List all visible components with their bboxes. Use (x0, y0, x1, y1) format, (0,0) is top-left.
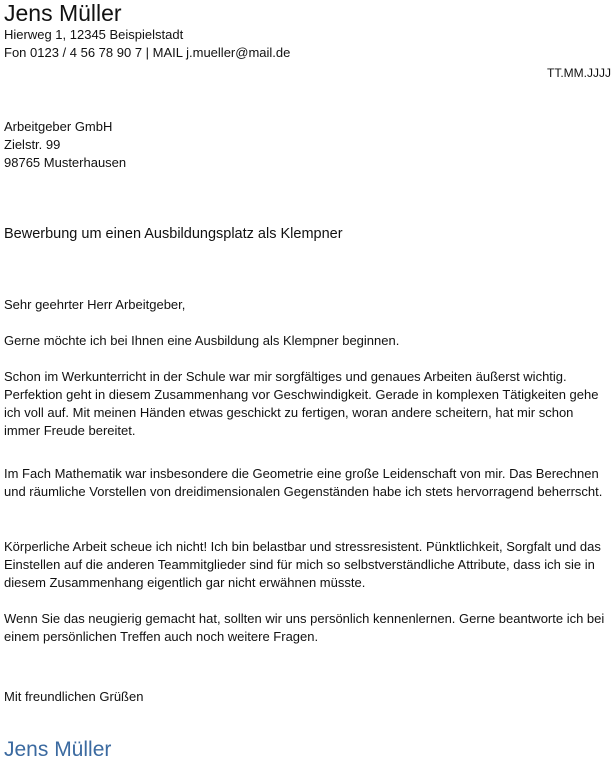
sender-contact: Fon 0123 / 4 56 78 90 7 | MAIL j.mueller@mail.de (4, 45, 291, 60)
recipient-street: Zielstr. 99 (4, 137, 61, 152)
body-paragraph-3: Im Fach Mathematik war insbesondere die Geometrie eine große Leidenschaft von mir. Das Berechnen und räumliche Vorstellen von dreidimensionalen Gegenständen habe ich stets hervorragend beherrscht. (4, 466, 603, 499)
recipient-company: Arbeitgeber GmbH (4, 119, 113, 134)
body-paragraph-1: Gerne möchte ich bei Ihnen eine Ausbildung als Klempner beginnen. (4, 333, 400, 348)
sender-block (4, 0, 611, 62)
letter-page (4, 0, 611, 761)
body-paragraph-5: Wenn Sie das neugierig gemacht hat, sollten wir uns persönlich kennenlernen. Gerne beantworte ich bei einem persönlichen Treffen auch noch weitere Fragen. (4, 611, 605, 644)
recipient-block (4, 118, 126, 172)
sender-name: Jens Müller (4, 0, 122, 26)
sender-address: Hierweg 1, 12345 Beispielstadt (4, 27, 184, 42)
salutation: Sehr geehrter Herr Arbeitgeber, (4, 297, 186, 312)
body-paragraph-2: Schon im Werkunterricht in der Schule war mir sorgfältiges und genaues Arbeiten äußerst wichtig. Perfektion geht in diesem Zusammenhang vor Geschwindigkeit. Gerade in komplexen Tätigkeiten gehe ich voll auf. Mit meinen Händen etwas geschickt zu fertigen, woran andere scheitern, hat mir schon immer Freude bereitet. (4, 369, 599, 438)
recipient-city: 98765 Musterhausen (4, 155, 127, 170)
body-paragraph-4: Körperliche Arbeit scheue ich nicht! Ich bin belastbar und stressresistent. Pünktlichkeit, Sorgfalt und das Einstellen auf die anderen Teammitglieder sind für mich so selbstverständliche Attribute, dass ich sie in diesem Zusammenhang eigentlich gar nicht erwähnen müsste. (4, 539, 601, 590)
closing-phrase: Mit freundlichen Grüßen (4, 689, 144, 704)
letter-date: TT.MM.JJJJ (547, 66, 611, 80)
subject-line: Bewerbung um einen Ausbildungsplatz als Klempner (4, 226, 343, 242)
signature: Jens Müller (4, 738, 112, 761)
